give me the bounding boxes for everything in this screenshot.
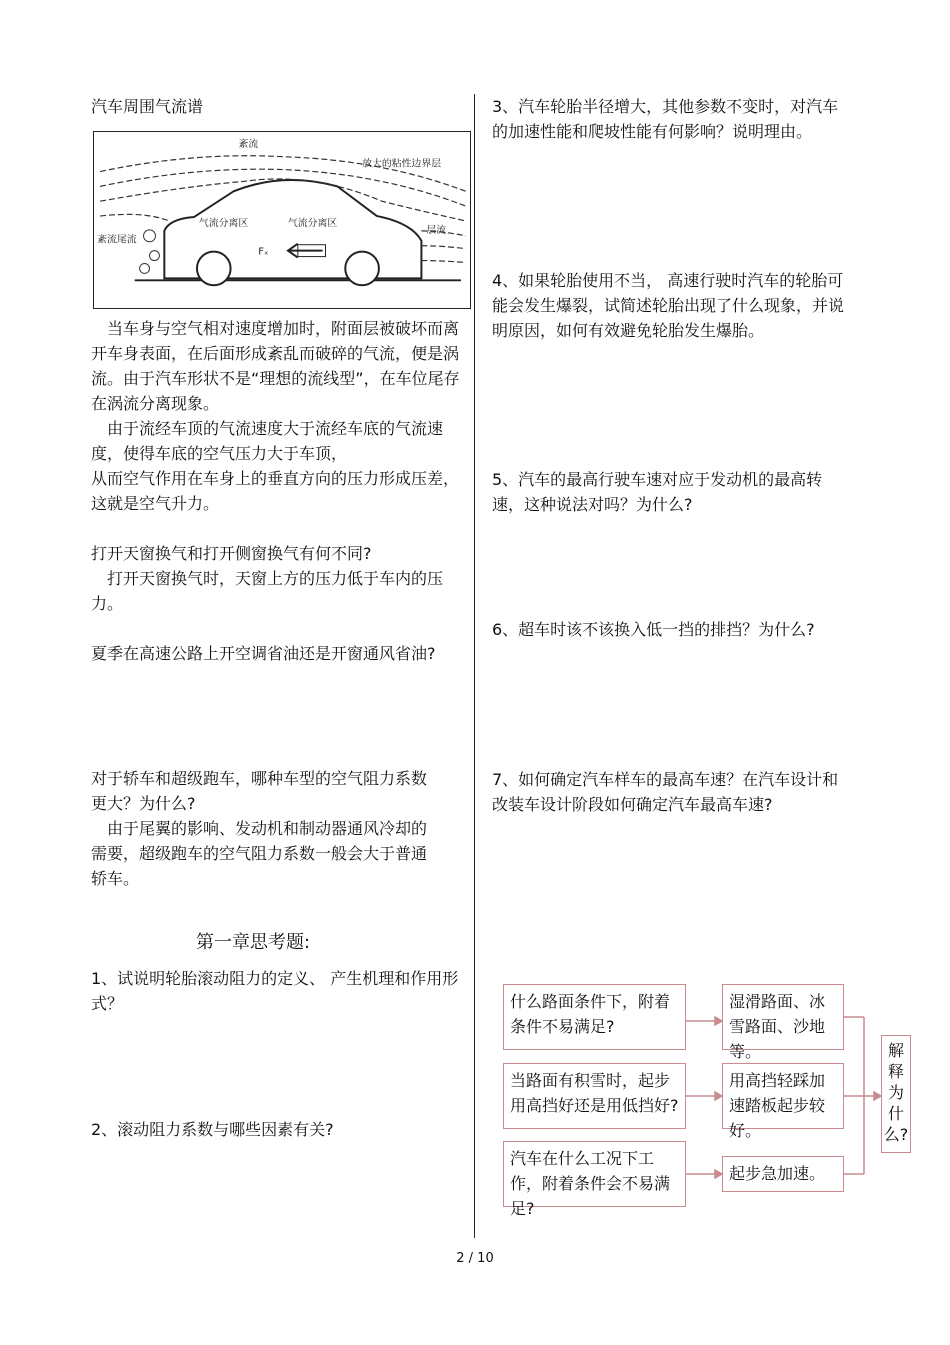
answer-window: 打开天窗换气时，天窗上方的压力低于车内的压力。	[91, 569, 444, 613]
question-2: 2、滚动阻力系数与哪些因素有关?	[91, 1120, 334, 1139]
force-label: Fₓ	[258, 246, 269, 258]
question-3: 3、汽车轮胎半径增大，其他参数不变时，对汽车的加速性能和爬坡性能有何影响？说明理由。	[492, 97, 839, 141]
airflow-diagram	[94, 132, 470, 308]
paragraph-lift-1: 由于流经车顶的气流速度大于流经车底的气流速度，使得车底的空气压力大于车顶，	[91, 419, 444, 463]
diagram-box-answer-3: 起步急加速。	[722, 1156, 844, 1192]
question-window: 打开天窗换气和打开侧窗换气有何不同?	[91, 544, 372, 563]
question-7: 7、如何确定汽车样车的最高车速？在汽车设计和改装车设计阶段如何确定汽车最高车速?	[492, 770, 839, 814]
chapter-heading: 第一章思考题:	[196, 932, 311, 953]
question-6: 6、超车时该不该换入低一挡的排挡？为什么?	[492, 620, 815, 639]
question-ac: 夏季在高速公路上开空调省油还是开窗通风省油?	[91, 644, 436, 663]
diagram-box-question-1: 什么路面条件下，附着条件不易满足?	[503, 984, 686, 1050]
airflow-figure	[93, 131, 471, 309]
diagram-box-answer-1: 湿滑路面、冰雪路面、沙地等。	[722, 984, 844, 1050]
question-drag: 对于轿车和超级跑车，哪种车型的空气阻力系数更大？为什么?	[91, 769, 428, 813]
paragraph-vortex: 当车身与空气相对速度增加时，附面层被破坏而离开车身表面，在后面形成紊乱而破碎的气流，便是涡流。由于汽车形状不是“理想的流线型”，在车位尾存在涡流分离现象。	[91, 319, 460, 413]
diagram-side-box: 解释为什么?	[881, 1035, 911, 1153]
diagram-box-question-3: 汽车在什么工况下工作，附着条件会不易满足?	[503, 1141, 686, 1207]
turbulence-label: 紊流	[238, 138, 259, 150]
diagram-box-question-2: 当路面有积雪时，起步用高挡好还是用低挡好?	[503, 1063, 686, 1129]
page-number: 2 / 10	[456, 1251, 494, 1266]
question-1: 1、试说明轮胎滚动阻力的定义、 产生机理和作用形式？	[91, 969, 459, 1013]
figure-title: 汽车周围气流谱	[91, 97, 204, 116]
laminar-label: 层流	[426, 224, 447, 236]
separation-zone-1-label: 气流分离区	[198, 217, 249, 229]
paragraph-lift-2: 从而空气作用在车身上的垂直方向的压力形成压差，这就是空气升力。	[91, 469, 460, 513]
viscous-layer-label: 放大的粘性边界层	[362, 158, 442, 170]
turbulent-wake-label: 紊流尾流	[97, 234, 137, 246]
separation-zone-2-label: 气流分离区	[287, 217, 338, 229]
question-5: 5、汽车的最高行驶车速对应于发动机的最高转速，这种说法对吗？为什么?	[492, 470, 823, 514]
answer-drag: 由于尾翼的影响、发动机和制动器通风冷却的需要，超级跑车的空气阻力系数一般会大于普通轿车。	[91, 819, 428, 888]
diagram-box-answer-2: 用高挡轻踩加速踏板起步较好。	[722, 1063, 844, 1129]
question-4: 4、如果轮胎使用不当， 高速行驶时汽车的轮胎可能会发生爆裂，试简述轮胎出现了什么现象，并说明原因，如何有效避免轮胎发生爆胎。	[492, 271, 845, 340]
column-divider	[474, 94, 475, 1238]
